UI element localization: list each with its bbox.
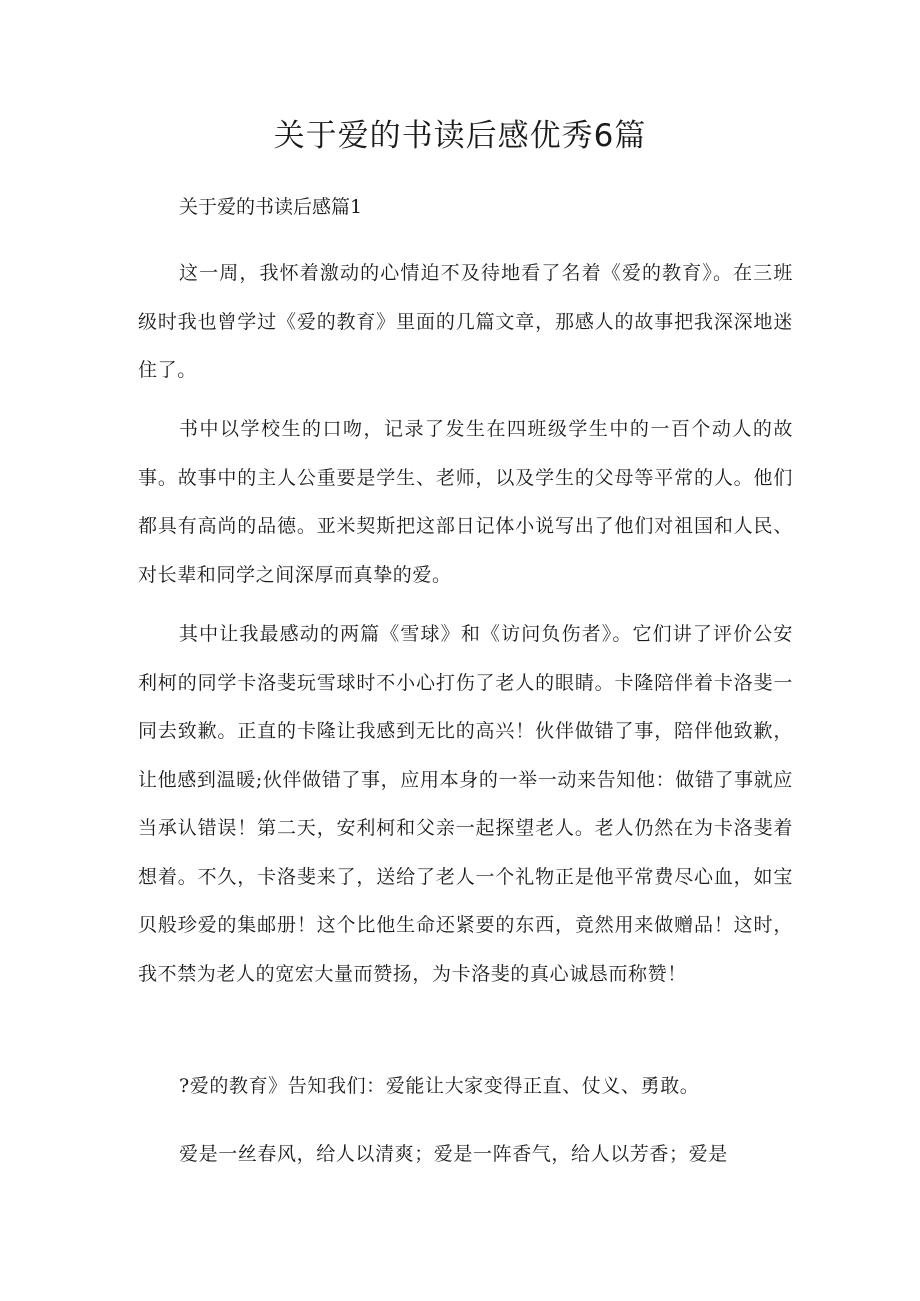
section-heading: 关于爱的书读后感篇1 (179, 196, 363, 218)
paragraph-4: ?爱的教育》告知我们：爱能让大家变得正直、仗义、勇敢。 (179, 1075, 700, 1097)
paragraph-5: 爱是一丝春风，给人以清爽；爱是一阵香气，给人以芳香；爱是 (179, 1143, 728, 1165)
paragraph-2: 书中以学校生的口吻，记录了发生在四班级学生中的一百个动人的故事。故事中的主人公重要是学生、老师，以及学生的父母等平常的人。他们都具有高尚的品德。亚米契斯把这部日记体小说写出了他们对祖国和人民、对长辈和同学之间深厚而真挚的爱。 (138, 418, 793, 586)
paragraph-1: 这一周，我怀着激动的心情迫不及待地看了名着《爱的教育》。在三班级时我也曾学过《爱的教育》里面的几篇文章，那感人的故事把我深深地迷住了。 (138, 262, 793, 381)
document-title: 关于爱的书读后感优秀6篇 (273, 118, 647, 154)
paragraph-3: 其中让我最感动的两篇《雪球》和《访问负伤者》。它们讲了评价公安利柯的同学卡洛斐玩雪球时不小心打伤了老人的眼睛。卡隆陪伴着卡洛斐一同去致歉。正直的卡隆让我感到无比的高兴！伙伴做错了事，陪伴他致歉，让他感到温暖;伙伴做错了事，应用本身的一举一动来告知他：做错了事就应当承认错误！第二天，安利柯和父亲一起探望老人。老人仍然在为卡洛斐着想着。不久，卡洛斐来了，送给了老人一个礼物正是他平常费尽心血，如宝贝般珍爱的集邮册！这个比他生命还紧要的东西，竟然用来做赠品！这时，我不禁为老人的宽宏大量而赞扬，为卡洛斐的真心诚恳而称赞！ (138, 623, 793, 985)
